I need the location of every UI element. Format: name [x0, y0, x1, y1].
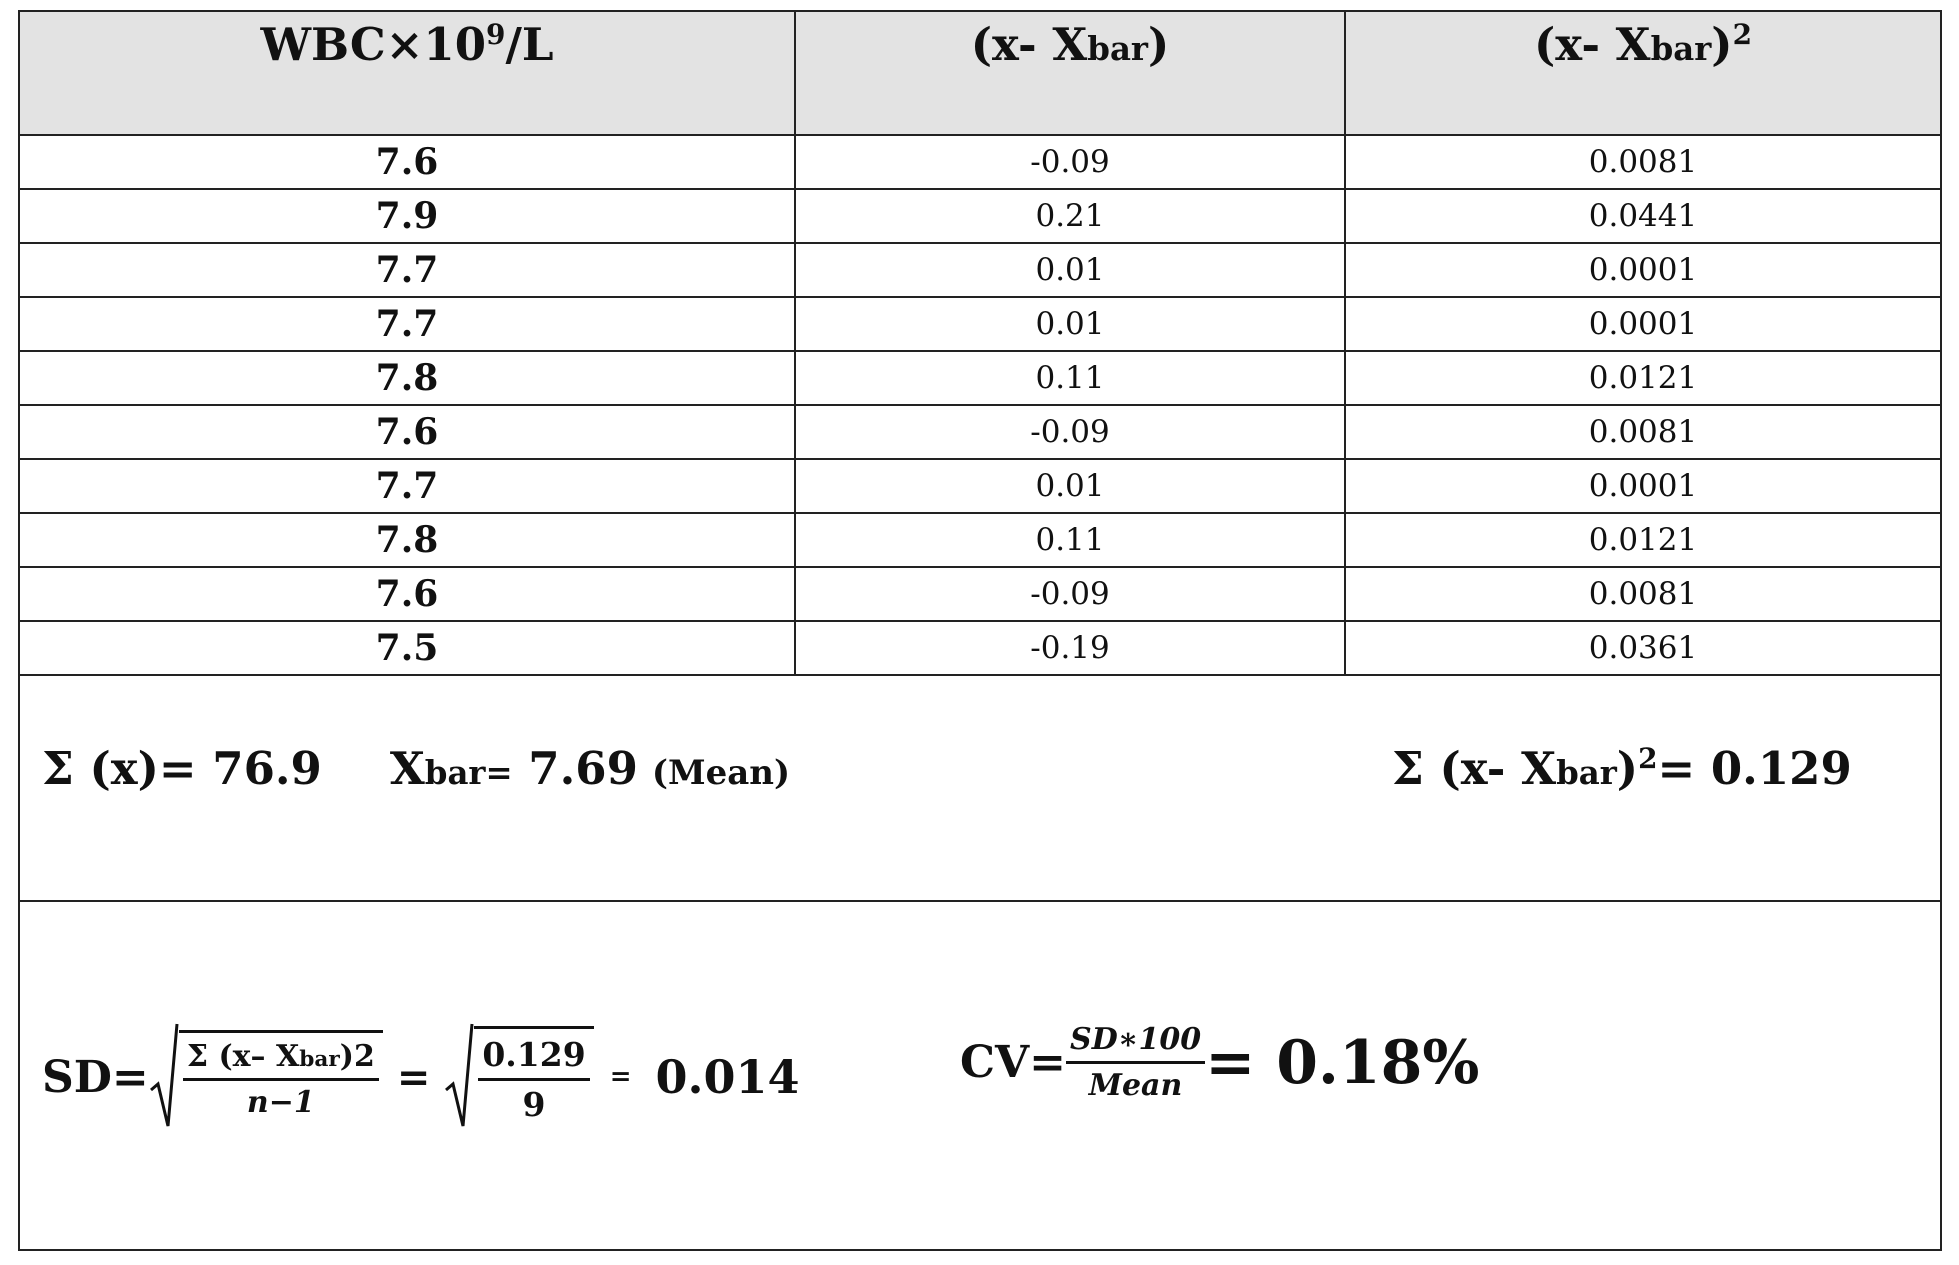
squared-cell: 0.0081 — [1345, 567, 1940, 621]
table-row — [20, 297, 1940, 351]
header-deviation: (x- Xbar) — [795, 12, 1345, 135]
wbc-cell: 7.6 — [20, 405, 795, 459]
squared-cell: 0.0081 — [1345, 135, 1940, 189]
wbc-cell: 7.7 — [20, 297, 795, 351]
table-row — [20, 189, 1940, 243]
xbar-value: 7.69 — [512, 742, 638, 795]
wbc-cell: 7.7 — [20, 243, 795, 297]
sd-denominator: n−1 — [246, 1085, 315, 1120]
summary-section — [20, 674, 1940, 900]
deviation-cell: 0.21 — [795, 189, 1345, 243]
wbc-cell: 7.5 — [20, 621, 795, 675]
deviation-cell: 0.11 — [795, 351, 1345, 405]
cv-numerator: SD∗100 — [1066, 1022, 1205, 1064]
deviation-cell: -0.09 — [795, 135, 1345, 189]
wbc-table — [20, 12, 1940, 676]
deviation-cell: 0.11 — [795, 513, 1345, 567]
sd-sum-value: 0.129 — [478, 1035, 589, 1081]
table-row — [20, 567, 1940, 621]
cv-formula — [960, 1022, 1479, 1103]
table-row — [20, 243, 1940, 297]
table-row — [20, 351, 1940, 405]
deviation-cell: -0.19 — [795, 621, 1345, 675]
squared-cell: 0.0001 — [1345, 297, 1940, 351]
header-squared-deviation: (x- Xbar)$^2$ — [1345, 12, 1940, 135]
deviation-cell: 0.01 — [795, 297, 1345, 351]
sd-radical: $\frac{\text{Σ (x– Xbar)2}}{n-1}$ — [149, 1022, 383, 1132]
header-wbc: $WBC\times 10^9/L$ — [20, 12, 795, 135]
squared-cell: 0.0121 — [1345, 351, 1940, 405]
sd-n-minus-one: 9 — [522, 1085, 546, 1124]
sd-label: SD= — [42, 1051, 149, 1103]
wbc-cell: 7.6 — [20, 135, 795, 189]
xbar-subscript: bar= — [424, 754, 513, 792]
table-row — [20, 405, 1940, 459]
wbc-cell: 7.6 — [20, 567, 795, 621]
table-header-row — [20, 12, 1940, 135]
table-row — [20, 513, 1940, 567]
formula-section — [20, 900, 1940, 1251]
mean-label: (Mean) — [651, 753, 791, 793]
table-row — [20, 621, 1940, 675]
sum-of-squares-value: = 0.129 — [1657, 742, 1852, 795]
squared-cell: 0.0081 — [1345, 405, 1940, 459]
table-row — [20, 135, 1940, 189]
deviation-cell: -0.09 — [795, 567, 1345, 621]
square-root-icon — [149, 1022, 179, 1132]
squared-cell: 0.0001 — [1345, 459, 1940, 513]
sd-result: 0.014 — [655, 1050, 800, 1104]
deviation-cell: 0.01 — [795, 459, 1345, 513]
sd-radical-values — [444, 1022, 593, 1132]
square-root-icon — [444, 1022, 474, 1132]
sd-formula: SD= $\frac{\text{Σ (x– Xbar)2}}{n-1}$ = $\frac{0.129}{9}$ = 0.014 — [42, 1022, 800, 1132]
cv-result: = 0.18% — [1205, 1027, 1480, 1098]
wbc-cell: 7.7 — [20, 459, 795, 513]
squared-cell: 0.0001 — [1345, 243, 1940, 297]
table-row — [20, 459, 1940, 513]
cv-denominator: Mean — [1088, 1068, 1183, 1103]
squared-cell: 0.0361 — [1345, 621, 1940, 675]
xbar-symbol: X — [389, 742, 425, 795]
wbc-cell: 7.8 — [20, 513, 795, 567]
wbc-cell: 7.9 — [20, 189, 795, 243]
sum-x: Σ (x)= 76.9 — [42, 742, 322, 795]
cv-label: CV= — [960, 1037, 1067, 1088]
statistics-sheet — [18, 10, 1942, 1251]
squared-cell: 0.0121 — [1345, 513, 1940, 567]
wbc-cell: 7.8 — [20, 351, 795, 405]
squared-cell: 0.0441 — [1345, 189, 1940, 243]
sum-and-mean — [42, 742, 790, 795]
deviation-cell: 0.01 — [795, 243, 1345, 297]
deviation-cell: -0.09 — [795, 405, 1345, 459]
sum-of-squares: Σ (x- Xbar)$^2$= 0.129 — [1392, 742, 1852, 795]
